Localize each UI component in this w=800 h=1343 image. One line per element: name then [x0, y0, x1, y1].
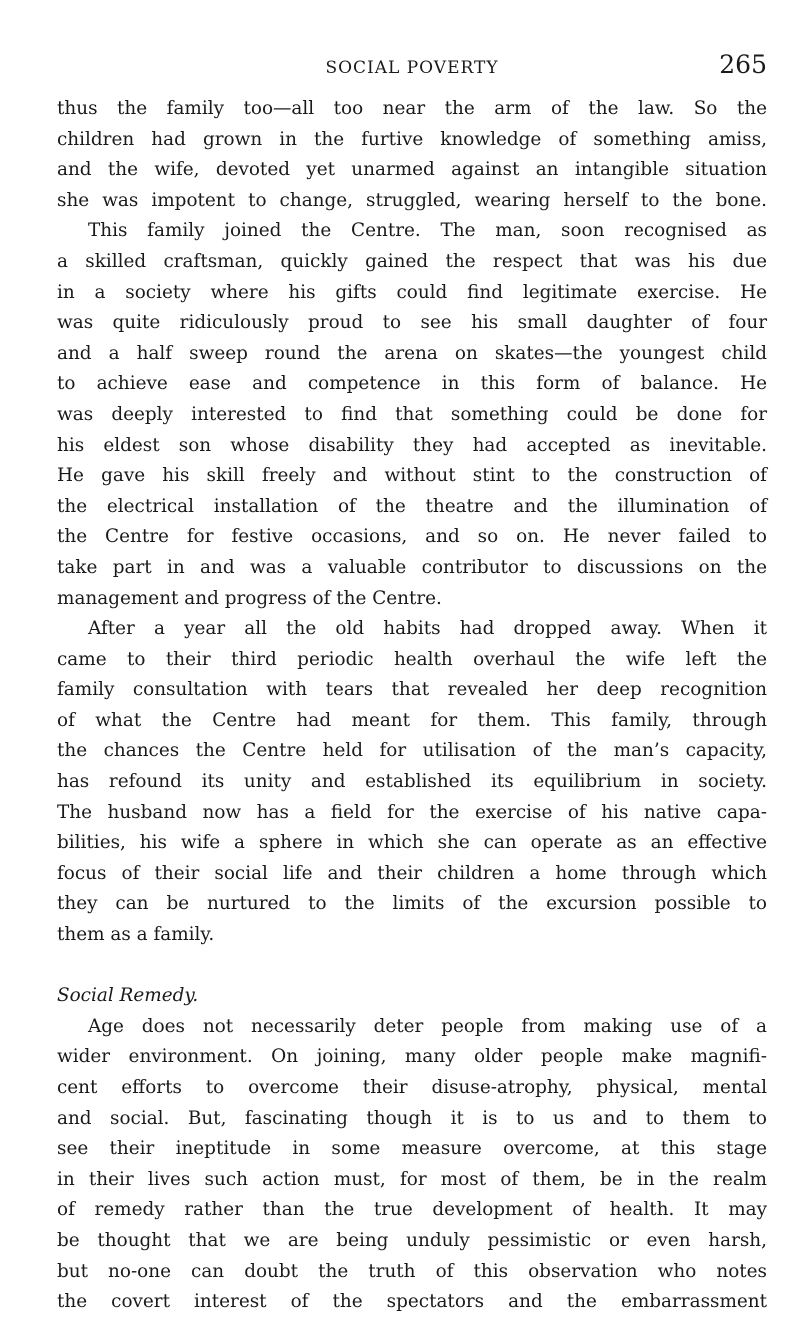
text-line: they can be nurtured to the limits of the excursion possible to: [57, 893, 767, 915]
running-title: SOCIAL POVERTY: [325, 58, 499, 78]
text-line: and the wife, devoted yet unarmed against an intangible situation: [57, 159, 767, 181]
text-line: be thought that we are being unduly pessimistic or even harsh,: [57, 1229, 767, 1251]
spacer: [57, 951, 767, 982]
text-line: children had grown in the furtive knowledge of something amiss,: [57, 128, 767, 150]
text-line: This family joined the Centre. The man, soon recognised as: [88, 220, 767, 242]
text-line: has refound its unity and established its equilibrium in society.: [57, 771, 767, 793]
text-line: and social. But, fascinating though it is to us and to them to: [57, 1107, 767, 1129]
body-text: [57, 94, 767, 1318]
page-number: 265: [719, 50, 767, 79]
text-line: family consultation with tears that revealed her deep recognition: [57, 679, 767, 701]
paragraph: [57, 1012, 767, 1318]
text-line: them as a family.: [57, 924, 215, 946]
paragraph: [57, 94, 767, 216]
text-line: was quite ridiculously proud to see his small daughter of four: [57, 312, 767, 334]
text-line: the chances the Centre held for utilisation of the man’s capacity,: [57, 740, 767, 762]
text-line: management and progress of the Centre.: [57, 587, 442, 609]
text-line: was deeply interested to find that something could be done for: [57, 403, 767, 425]
text-line: his eldest son whose disability they had accepted as inevitable.: [57, 434, 767, 456]
text-line: wider environment. On joining, many older people make magnifi-: [57, 1046, 767, 1068]
text-line: see their ineptitude in some measure overcome, at this stage: [57, 1138, 767, 1160]
text-line: the covert interest of the spectators and the embarrassment: [57, 1291, 767, 1313]
section-heading: Social Remedy.: [57, 985, 199, 1007]
text-line: the Centre for festive occasions, and so on. He never failed to: [57, 526, 767, 548]
text-line: The husband now has a field for the exercise of his native capa-: [57, 801, 767, 823]
text-line: but no-one can doubt the truth of this observation who notes: [57, 1260, 767, 1282]
text-line: take part in and was a valuable contributor to discussions on the: [57, 556, 767, 578]
text-line: He gave his skill freely and without stint to the construction of: [57, 465, 767, 487]
text-line: the electrical installation of the theatre and the illumination of: [57, 495, 767, 517]
paragraph: [57, 216, 767, 614]
text-line: thus the family too—all too near the arm of the law. So the: [57, 98, 767, 119]
text-line: of remedy rather than the true development of health. It may: [57, 1199, 767, 1221]
text-line: After a year all the old habits had dropped away. When it: [88, 618, 767, 640]
text-line: a skilled craftsman, quickly gained the respect that was his due: [57, 250, 767, 272]
paragraph: [57, 614, 767, 951]
text-line: focus of their social life and their children a home through which: [57, 862, 767, 884]
running-header: [57, 50, 767, 80]
text-line: bilities, his wife a sphere in which she can operate as an effective: [57, 832, 767, 854]
text-line: to achieve ease and competence in this form of balance. He: [57, 373, 767, 395]
text-line: cent efforts to overcome their disuse-atrophy, physical, mental: [57, 1077, 767, 1098]
text-line: of what the Centre had meant for them. This family, through: [57, 709, 767, 731]
text-line: Age does not necessarily deter people from making use of a: [88, 1015, 767, 1037]
text-line: she was impotent to change, struggled, wearing herself to the bone.: [57, 189, 767, 211]
text-line: came to their third periodic health overhaul the wife left the: [57, 648, 767, 670]
text-line: and a half sweep round the arena on skates—the youngest child: [57, 342, 767, 364]
text-line: in a society where his gifts could find legitimate exercise. He: [57, 281, 767, 303]
text-line: in their lives such action must, for most of them, be in the realm: [57, 1168, 767, 1190]
